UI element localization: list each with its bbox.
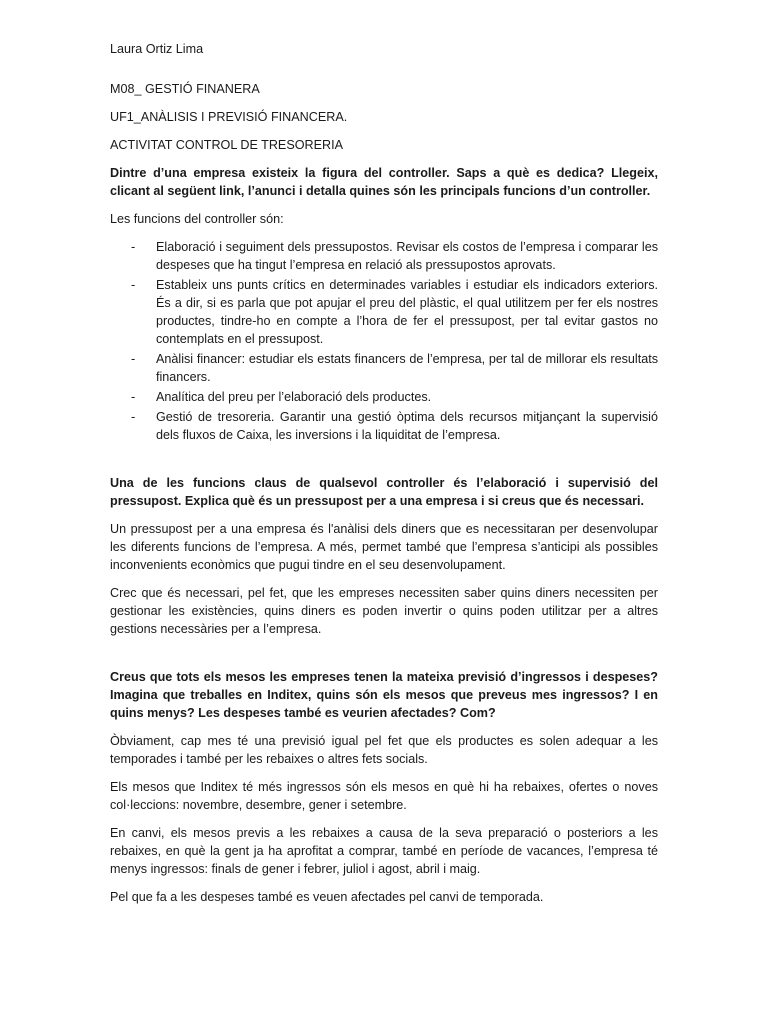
list-item [110,276,658,348]
answer-3-paragraph-4: Pel que fa a les despeses també es veuen afectades pel canvi de temporada. [110,890,544,904]
bullet-dash: - [131,410,136,424]
answer-3-paragraph-2: Els mesos que Inditex té més ingressos són els mesos en què hi ha rebaixes, ofertes o noves col·leccions: novembre, desembre, gener i setembre. [110,780,658,812]
list-item-text: Anàlisi financer: estudiar els estats financers de l’empresa, per tal de millorar els resultats financers. [156,352,658,384]
list-item-text: Analítica del preu per l’elaboració dels productes. [156,390,432,404]
list-item-text: Estableix uns punts crítics en determinades variables i estudiar els indicadors exteriors. És a dir, si es parla que pot apujar el preu del plàstic, el qual utilitzem per fer els nostres productes, tindre-ho en compte a l’hora de fer el pressupost, per tal evitar gastos no contemplats en el pressupost. [156,278,658,346]
functions-list [110,238,658,444]
bullet-dash: - [131,352,136,366]
answer-3-paragraph-1: Òbviament, cap mes té una previsió igual pel fet que els productes es solen adequar a les temporades i també per les rebaixes o altres fets socials. [110,734,658,766]
functions-intro: Les funcions del controller són: [110,212,284,226]
unit-title: UF1_ANÀLISIS I PREVISIÓ FINANCERA. [110,110,348,124]
module-title: M08_ GESTIÓ FINANERA [110,82,260,96]
list-item-text: Gestió de tresoreria. Garantir una gestió òptima dels recursos mitjançant la supervisió dels fluxos de Caixa, les inversions i la liquiditat de l’empresa. [156,410,658,442]
question-3: Creus que tots els mesos les empreses tenen la mateixa previsió d’ingressos i despeses? Imagina que treballes en Inditex, quins són els mesos que preveus mes ingressos? I en quins menys? Les despeses també es veurien afectades? Com? [110,670,658,720]
list-item-text: Elaboració i seguiment dels pressupostos. Revisar els costos de l’empresa i comparar les despeses que ha tingut l’empresa en relació als pressupostos aprovats. [156,240,658,272]
author-name: Laura Ortiz Lima [110,42,204,56]
list-item [110,238,658,274]
bullet-dash: - [131,390,136,404]
bullet-dash: - [131,240,136,254]
list-item [110,388,658,406]
list-item [110,350,658,386]
question-2: Una de les funcions claus de qualsevol controller és l’elaboració i supervisió del pressupost. Explica què és un pressupost per a una empresa i si creus que és necessari. [110,476,658,508]
answer-2-paragraph-1: Un pressupost per a una empresa és l'anàlisi dels diners que es necessitaran per desenvolupar les diferents funcions de l’empresa. A més, permet també que l’empresa s’anticipi als possibles inconvenients econòmics que pugui tindre en el seu desenvolupament. [110,522,658,572]
bullet-dash: - [131,278,136,292]
answer-3-paragraph-3: En canvi, els mesos previs a les rebaixes a causa de la seva preparació o posteriors a les rebaixes, en què la gent ja ha aprofitat a comprar, també en període de vacances, l’empresa té menys ingressos: finals de gener i febrer, juliol i agost, abril i maig. [110,826,658,876]
list-item [110,408,658,444]
activity-title: ACTIVITAT CONTROL DE TRESORERIA [110,138,344,152]
answer-2-paragraph-2: Crec que és necessari, pel fet, que les empreses necessiten saber quins diners necessiten per gestionar les existències, quins diners es poden invertir o quins poden utilitzar per a altres gestions necessàries per a l’empresa. [110,586,658,636]
question-1: Dintre d’una empresa existeix la figura del controller. Saps a què es dedica? Llegeix, clicant al següent link, l’anunci i detalla quines són les principals funcions d’un controller. [110,166,658,198]
